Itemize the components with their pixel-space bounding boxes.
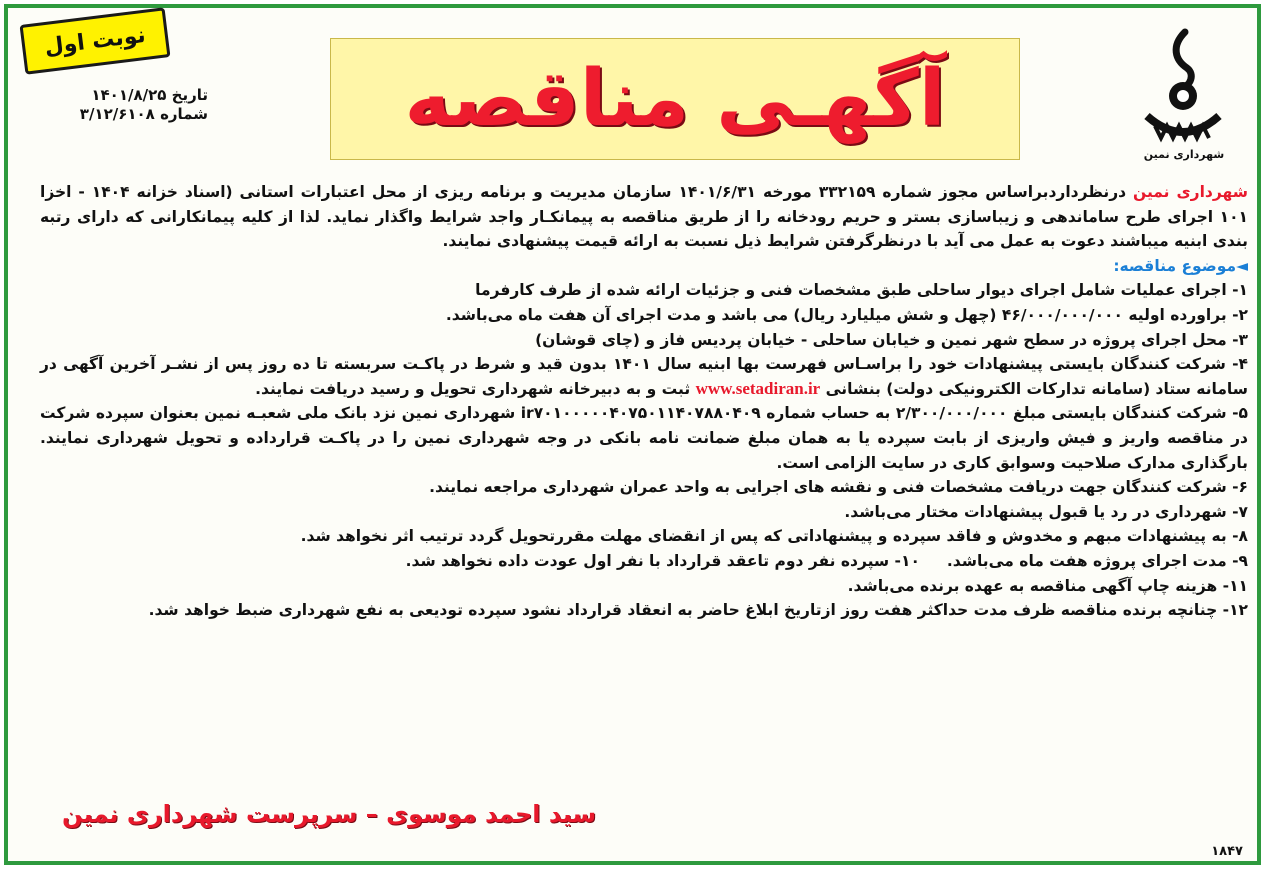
item4-text-a: ۴- شرکت کنندگان بایستی پیشنهادات خود را براسـاس فهرست بها ابنیه سال ۱۴۰۱ بدون قید و شرط در پاکـت سربسته تا ده روز پس از نشـر آخرین آگهی در سامانه ستاد (سامانه تدارکات الکترونیکی دولت) بنشانی bbox=[40, 355, 1248, 398]
list-item: ۵- شرکت کنندگان بایستی مبلغ ۲/۳۰۰/۰۰۰/۰۰۰ به حساب شماره ir۷۰۱۰۰۰۰۰۴۰۷۵۰۱۱۴۰۷۸۸۰۴۰۹ شهرداری نمین نزد بانک ملی شعبـه نمین بعنوان سپرده شرکت در مناقصه واریز و فیش واریزی از بابت سپرده یا به همان مبلغ ضمانت نامه بانکی در وجه شهرداری نمین را در پاکـت قرارداده و تحویل شهرداری نمایند. بارگذاری مدارک صلاحیت وسوابق کاری در سایت الزامی است. bbox=[40, 404, 1248, 472]
arrow-icon: ◄ bbox=[1236, 256, 1248, 275]
ad-body bbox=[40, 180, 1248, 623]
number-line: شماره ۳/۱۲/۶۱۰۸ bbox=[79, 105, 208, 123]
date-line: تاریخ ۱۴۰۱/۸/۲۵ bbox=[91, 86, 208, 104]
list-item: ۱- اجرای عملیات شامل اجرای دیوار ساحلی طبق مشخصات فنی و جزئیات ارائه شده از طرف کارفرما bbox=[475, 281, 1248, 300]
list-item: ۱۲- چنانچه برنده مناقصه ظرف مدت حداکثر هفت روز ازتاریخ ابلاغ حاضر به انعقاد قرارداد نشود سپرده تودیعی به نفع شهرداری ضبط خواهد شد. bbox=[148, 601, 1248, 620]
list-item: ۲- براورده اولیه ۴۶/۰۰۰/۰۰۰/۰۰۰ (چهل و شش میلیارد ریال) می باشد و مدت اجرای آن هفت ماه می‌باشد. bbox=[445, 305, 1248, 324]
setad-link[interactable]: www.setadiran.ir bbox=[695, 378, 821, 398]
item10-text: ۱۰- سپرده نفر دوم تاعقد قرارداد با نفر اول عودت داده نخواهد شد. bbox=[405, 551, 920, 570]
list-item: ۱۱- هزینه چاپ آگهی مناقصه به عهده برنده می‌باشد. bbox=[847, 576, 1248, 595]
list-item bbox=[40, 549, 1248, 574]
intro-paragraph bbox=[40, 180, 1248, 254]
first-publication-badge: نوبت اول bbox=[19, 7, 170, 74]
list-item: ۷- شهرداری در رد یا قبول پیشنهادات مختار می‌باشد. bbox=[844, 502, 1248, 521]
signature: سید احمد موسوی – سرپرست شهرداری نمین bbox=[62, 800, 597, 828]
list-item: ۳- محل اجرای پروژه در سطح شهر نمین و خیابان ساحلی - خیابان پردیس فاز و (چای قوشان) bbox=[535, 330, 1248, 349]
section-title-text: موضوع مناقصه: bbox=[1113, 256, 1237, 275]
municipality-logo-icon bbox=[1127, 26, 1237, 162]
ad-code: ۱۸۴۷ bbox=[1211, 844, 1243, 859]
intro-text: درنظرداردبراساس مجوز شماره ۳۳۲۱۵۹ مورخه ۱۴۰۱/۶/۳۱ سازمان مدیریت و برنامه ریزی از محل اعتبارات استانی (اسناد خزانه ۱۴۰۴ - اخزا ۱۰۱ اجرای طرح ساماندهی و زیباسازی بستر و حریم رودخانه را از طریق مناقصه به پیمانکـار واجد شرایط واگذار نماید. لذا از کلیه پیمانکارانی که دارای رتبه بندی ابنیه میباشند دعوت به عمل می آید با درنظرگرفتن شرایط ذیل نسبت به ارائه قیمت پیشنهادی نمایند. bbox=[40, 183, 1248, 251]
section-title bbox=[40, 254, 1248, 279]
page-title: آگهـی مناقصه bbox=[404, 54, 946, 144]
organization-name: شهرداری نمین bbox=[1133, 183, 1248, 201]
item4-text-b: ثبت و به دبیرخانه شهرداری تحویل و رسید دریافت نمایند. bbox=[255, 379, 696, 398]
list-item: ۸- به پیشنهادات مبهم و مخدوش و فاقد سپرده و پیشنهاداتی که پس از انقضای مهلت مقررتحویل گردد ترتیب اثر نخواهد شد. bbox=[300, 527, 1248, 546]
logo-caption: شهرداری نمین bbox=[1143, 148, 1225, 161]
item9-text: ۹- مدت اجرای پروژه هفت ماه می‌باشد. bbox=[946, 551, 1248, 570]
list-item: ۶- شرکت کنندگان جهت دریافت مشخصات فنی و نقشه های اجرایی به واحد عمران شهرداری مراجعه نمایند. bbox=[429, 478, 1248, 497]
date-number-block bbox=[58, 86, 208, 124]
list-item bbox=[40, 352, 1248, 401]
title-box bbox=[330, 38, 1020, 160]
